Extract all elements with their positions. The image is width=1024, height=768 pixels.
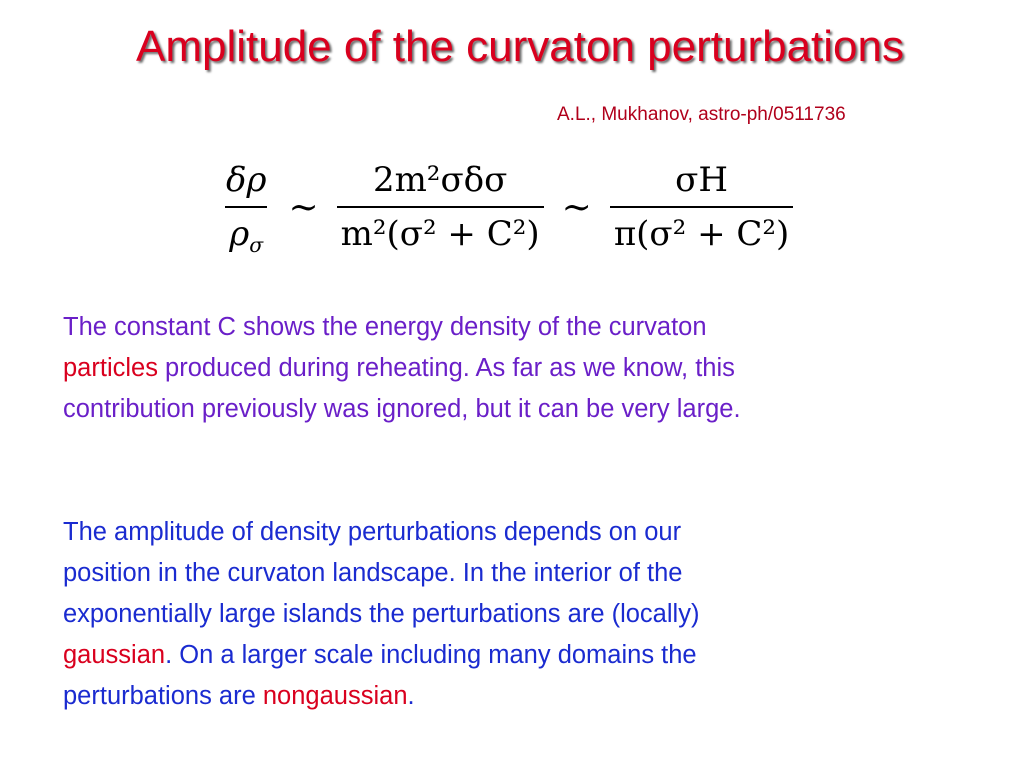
paragraph2-line1: The amplitude of density perturbations depends on our	[63, 518, 682, 546]
slide-title: Amplitude of the curvaton perturbations	[135, 22, 904, 71]
highlight-nongaussian: nongaussian	[262, 682, 408, 710]
lhs-denominator-subscript: σ	[249, 233, 264, 258]
relation-symbol-2: ∼	[561, 186, 592, 228]
paragraph2-line3: exponentially large islands the perturbations are (locally)	[63, 600, 700, 628]
citation: A.L., Mukhanov, astro-ph/0511736	[557, 104, 846, 125]
paragraph2-line5	[63, 676, 699, 717]
paragraph1-line2-rest: produced during reheating. As far as we know, this	[157, 354, 735, 382]
lhs-denominator	[225, 206, 267, 258]
paragraph2-line4	[63, 635, 699, 676]
lhs-denominator-base: ρ	[229, 214, 250, 254]
lhs-numerator	[222, 160, 270, 206]
rhs-denominator: π(σ² + C²)	[610, 206, 793, 254]
paragraph2-line5-suffix: .	[407, 682, 415, 710]
paragraph-constant-c	[63, 307, 741, 430]
paragraph2-line2: position in the curvaton landscape. In the interior of the	[63, 559, 683, 587]
middle-denominator: m²(σ² + C²)	[337, 206, 544, 254]
highlight-particles: particles	[63, 354, 158, 382]
paragraph-amplitude	[63, 512, 699, 717]
rhs-fraction	[610, 160, 793, 254]
middle-fraction	[337, 160, 544, 254]
highlight-gaussian: gaussian	[63, 641, 166, 669]
paragraph2-line5-prefix: perturbations are	[63, 682, 263, 710]
paragraph1-line2	[63, 348, 741, 389]
paragraph2-line4-rest: . On a larger scale including many domains the	[165, 641, 697, 669]
paragraph1-line3: contribution previously was ignored, but it can be very large.	[63, 395, 741, 423]
rhs-numerator: σH	[675, 160, 728, 200]
relation-symbol-1: ∼	[288, 186, 319, 228]
paragraph1-line1: The constant C shows the energy density of the curvaton	[63, 313, 707, 341]
lhs-numerator-text: δρ	[226, 160, 267, 200]
formula	[222, 152, 793, 262]
lhs-fraction	[222, 160, 270, 258]
middle-numerator: 2m²σδσ	[372, 160, 508, 200]
